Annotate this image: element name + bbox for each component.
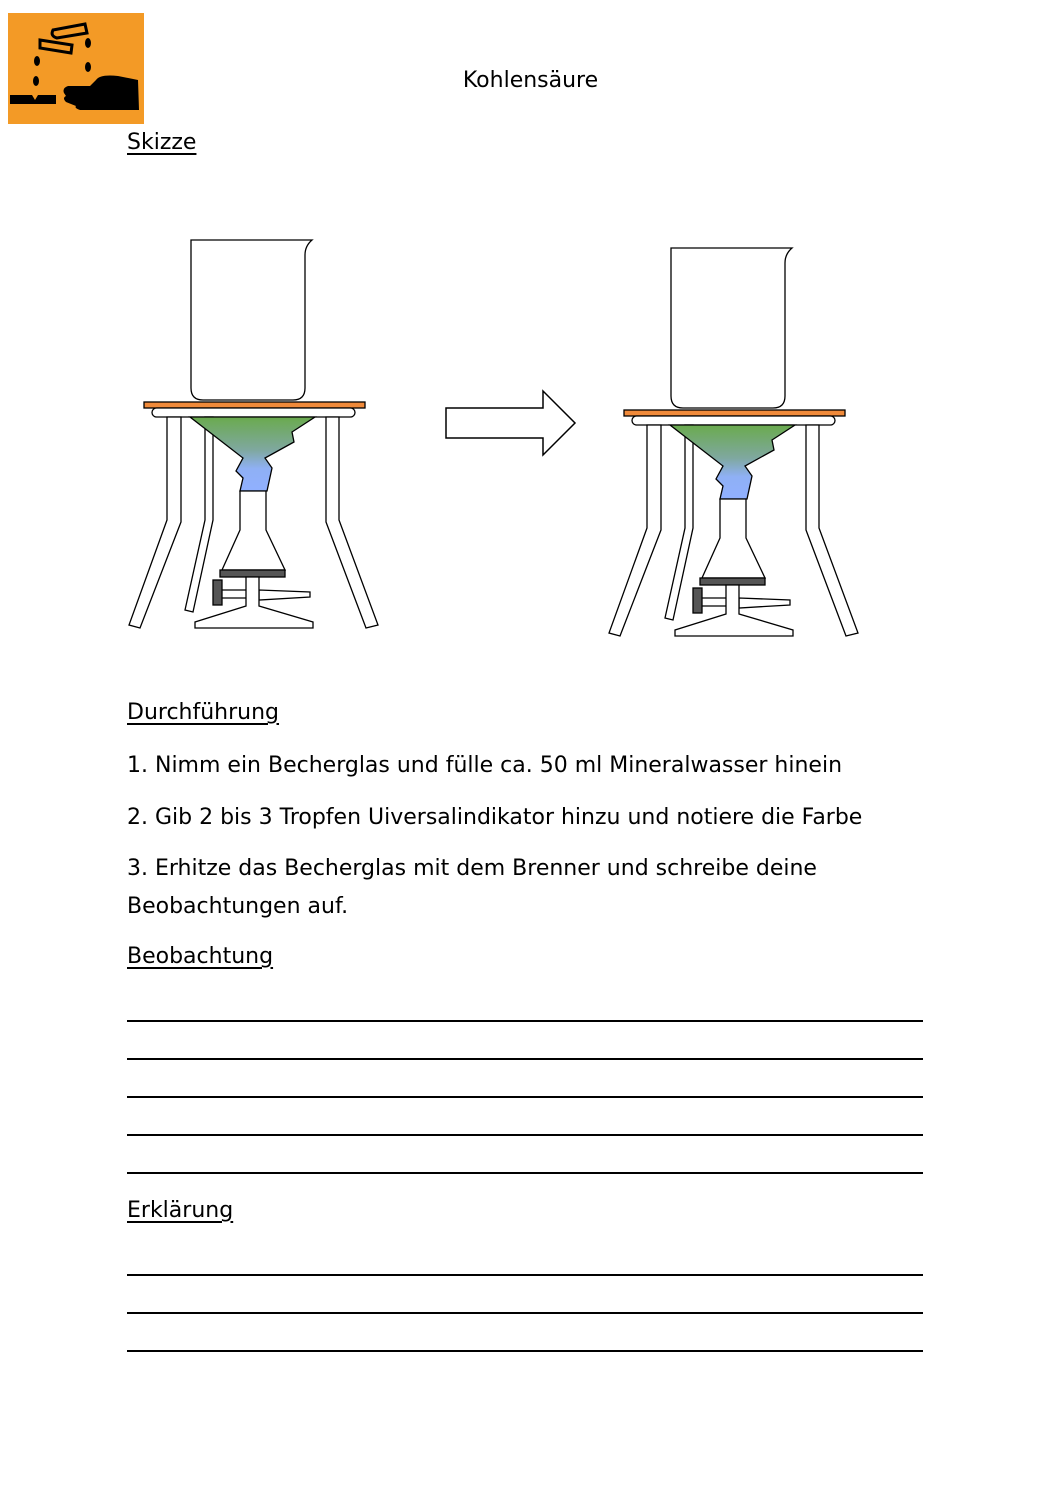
heading-beobachtung: Beobachtung bbox=[127, 944, 274, 969]
heading-durchfuehrung: Durchführung bbox=[127, 700, 280, 725]
answer-line[interactable] bbox=[127, 1274, 923, 1276]
arrow-right-icon bbox=[446, 391, 575, 455]
answer-line[interactable] bbox=[127, 1312, 923, 1314]
answer-line[interactable] bbox=[127, 1020, 923, 1022]
heading-erklaerung: Erklärung bbox=[127, 1198, 234, 1223]
procedure-step-3: 3. Erhitze das Becherglas mit dem Brenner und schreibe deine Beobachtungen auf. bbox=[127, 856, 817, 919]
answer-line[interactable] bbox=[127, 1172, 923, 1174]
heading-skizze: Skizze bbox=[127, 130, 197, 155]
answer-line[interactable] bbox=[127, 1134, 923, 1136]
procedure-step-2: 2. Gib 2 bis 3 Tropfen Uiversalindikator hinzu und notiere die Farbe bbox=[127, 805, 863, 830]
procedure-step-1: 1. Nimm ein Becherglas und fülle ca. 50 ml Mineralwasser hinein bbox=[127, 753, 843, 778]
answer-line[interactable] bbox=[127, 1350, 923, 1352]
sketch-diagram bbox=[0, 0, 1061, 700]
page-title: Kohlensäure bbox=[462, 68, 599, 93]
answer-line[interactable] bbox=[127, 1096, 923, 1098]
answer-line[interactable] bbox=[127, 1058, 923, 1060]
